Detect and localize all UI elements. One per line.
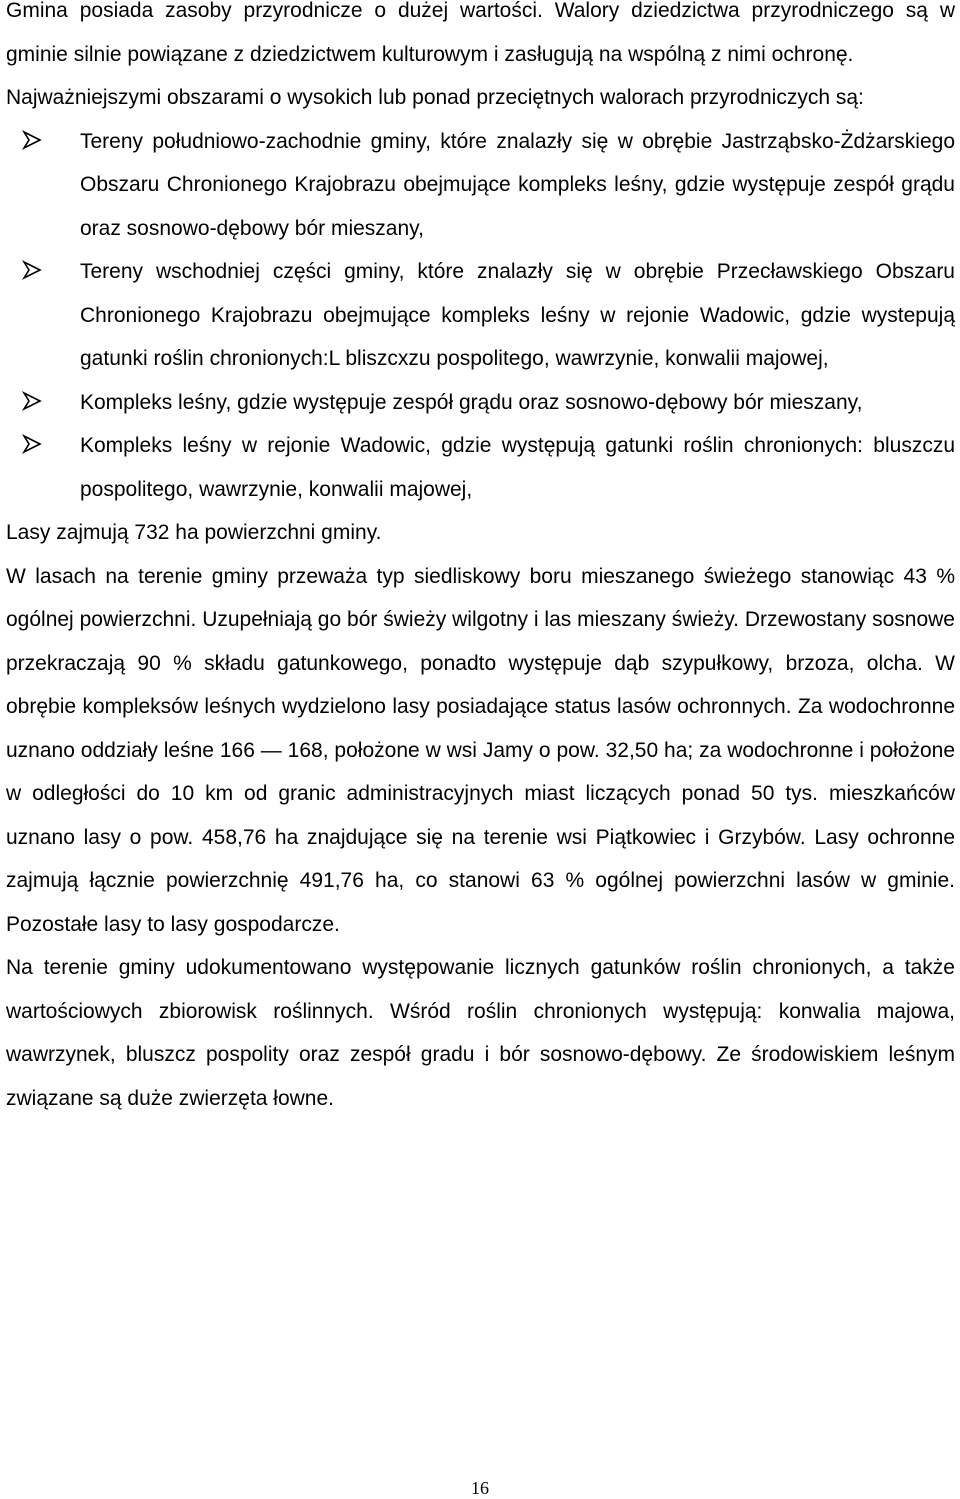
areas-intro-paragraph: Najważniejszymi obszarami o wysokich lub ponad przeciętnych walorach przyrodniczych są: <box>6 86 864 109</box>
list-item-text: Tereny południowo-zachodnie gminy, które znalazły się w obrębie Jastrząbsko-Żdżarskiego Obszaru Chronionego Krajobrazu obejmujące kompleks leśny, gdzie występuje zespół grądu oraz sosnowo-dębowy bór mieszany, <box>80 129 955 240</box>
list-item <box>6 424 955 511</box>
list-item-text: Tereny wschodniej części gminy, które znalazły się w obrębie Przecławskiego Obszaru Chronionego Krajobrazu obejmujące kompleks leśny w rejonie Wadowic, gdzie wystepują gatunki roślin chronionych:L bliszcxzu pospolitego, wawrzynie, konwalii majowej, <box>80 260 955 370</box>
list-item <box>6 250 955 381</box>
list-item-text: Kompleks leśny, gdzie występuje zespół grądu oraz sosnowo-dębowy bór mieszany, <box>80 390 863 414</box>
protected-species-paragraph: Na terenie gminy udokumentowano występowanie licznych gatunków roślin chronionych, a także wartościowych zbiorowisk roślinnych. Wśród roślin chronionych występują: konwalia majowa, wawrzynek, bluszcz pospolity oraz zespół gradu i bór sosnowo-dębowy. Ze środowiskiem leśnym związane są duże zwierzęta łowne. <box>6 956 955 1110</box>
arrowhead-bullet-icon <box>22 434 42 454</box>
protected-areas-list <box>6 120 955 512</box>
forest-types-paragraph: W lasach na terenie gminy przeważa typ siedliskowy boru mieszanego świeżego stanowiąc 43 % ogólnej powierzchni. Uzupełniają go bór świeży wilgotny i las mieszany świeży. Drzewostany sosnowe przekraczają 90 % składu gatunkowego, ponadto występuje dąb szypułkowy, brzoza, olcha. W obrębie kompleksów leśnych wydzielono lasy posiadające status lasów ochronnych. Za wodochronne uznano oddziały leśne 166 — 168, położone w wsi Jamy o pow. 32,50 ha; za wodochronne i położone w odległości do 10 km od granic administracyjnych miast liczących ponad 50 tys. mieszkańców uznano lasy o pow. 458,76 ha znajdujące się na terenie wsi Piątkowiec i Grzybów. Lasy ochronne zajmują łącznie powierzchnię 491,76 ha, co stanowi 63 % ogólnej powierzchni lasów w gminie. Pozostałe lasy to lasy gospodarcze. <box>6 564 955 936</box>
arrowhead-bullet-icon <box>22 260 42 280</box>
intro-paragraph: Gmina posiada zasoby przyrodnicze o dużej wartości. Walory dziedzictwa przyrodniczego są w gminie silnie powiązane z dziedzictwem kulturowym i zasługują na wspólną z nimi ochronę. <box>6 0 955 66</box>
page-number: 16 <box>471 1478 489 1498</box>
forest-area-paragraph: Lasy zajmują 732 ha powierzchni gminy. <box>6 521 382 544</box>
arrowhead-bullet-icon <box>22 130 42 150</box>
document-page <box>6 0 955 1120</box>
list-item <box>6 120 955 251</box>
list-item-text: Kompleks leśny w rejonie Wadowic, gdzie występują gatunki roślin chronionych: bluszczu pospolitego, wawrzynie, konwalii majowej, <box>80 434 955 501</box>
list-item <box>6 381 955 425</box>
arrowhead-bullet-icon <box>22 391 42 411</box>
